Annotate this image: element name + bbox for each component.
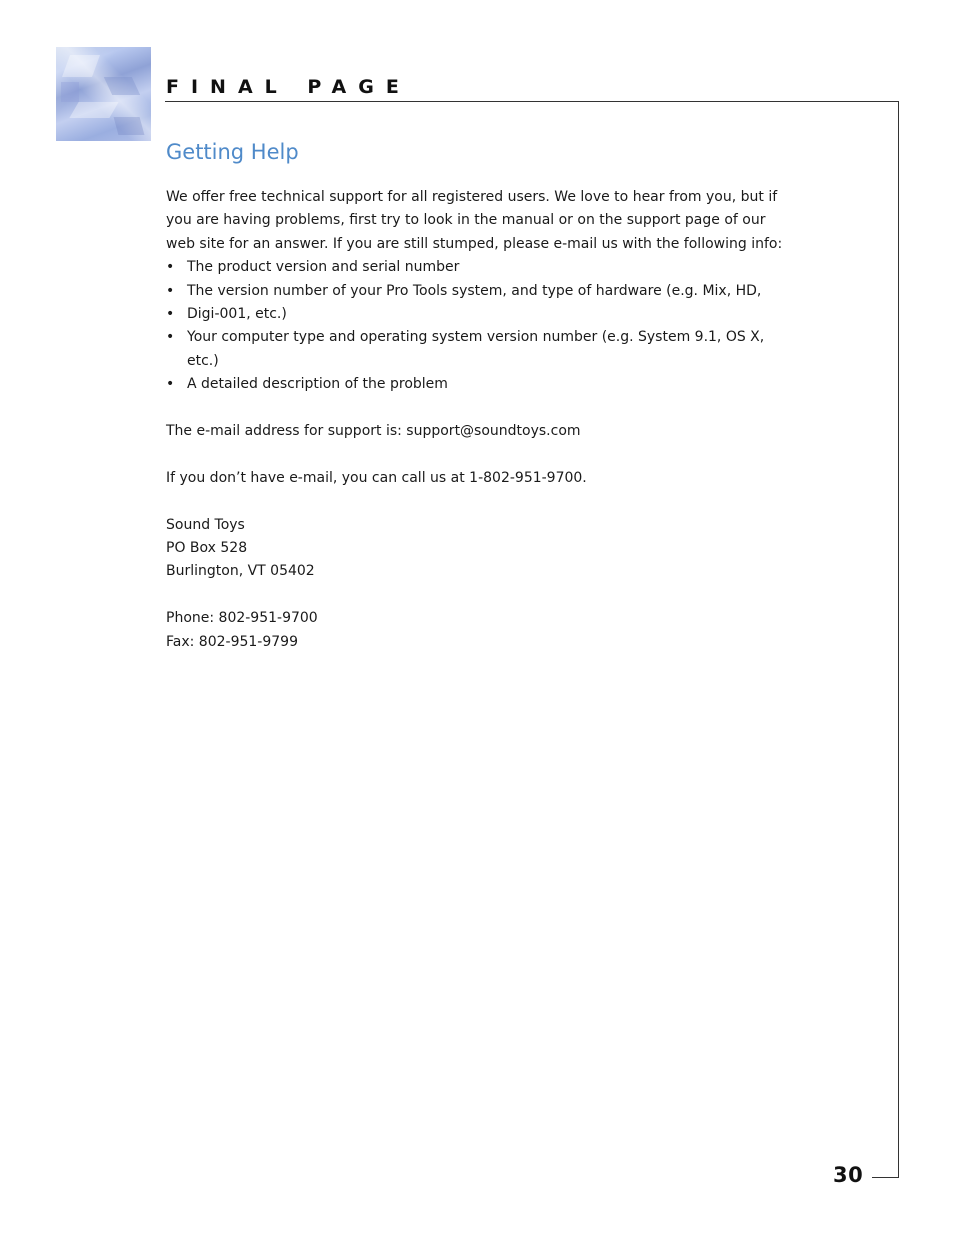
support-email-line: The e-mail address for support is: support@soundtoys.com <box>166 423 581 440</box>
spacer <box>166 397 791 420</box>
main-content <box>166 136 791 654</box>
spacer <box>166 443 791 466</box>
list-item: • A detailed description of the problem <box>166 373 791 396</box>
spacer <box>166 584 791 607</box>
info-bullet-list <box>166 256 791 396</box>
header-decorative-graphic <box>56 47 151 141</box>
intro-paragraph: We offer free technical support for all registered users. We love to hear from you, but if you are having problems, first try to look in the manual or on the support page of our web site for an answer. If you are still stumped, please e-mail us with the following info: <box>166 189 783 252</box>
list-item: • The product version and serial number <box>166 256 791 279</box>
address-po-box: PO Box 528 <box>166 540 248 557</box>
header-rule <box>165 101 899 102</box>
list-item: • The version number of your Pro Tools system, and type of hardware (e.g. Mix, HD, <box>166 280 791 303</box>
page-header-title: FINAL PAGE <box>166 76 411 98</box>
spacer <box>166 490 791 513</box>
support-phone-line: If you don’t have e-mail, you can call us at 1-802-951-9700. <box>166 469 587 486</box>
footer-rule <box>872 1177 899 1178</box>
list-item: • Your computer type and operating system version number (e.g. System 9.1, OS X, etc.) <box>166 326 791 373</box>
right-margin-rule <box>898 101 899 1178</box>
contact-fax: Fax: 802-951-9799 <box>166 633 298 650</box>
address-company: Sound Toys <box>166 516 245 533</box>
section-title: Getting Help <box>166 140 299 164</box>
address-city: Burlington, VT 05402 <box>166 563 315 580</box>
contact-phone: Phone: 802-951-9700 <box>166 610 318 627</box>
page-number: 30 <box>833 1163 864 1187</box>
list-item: • Digi-001, etc.) <box>166 303 791 326</box>
